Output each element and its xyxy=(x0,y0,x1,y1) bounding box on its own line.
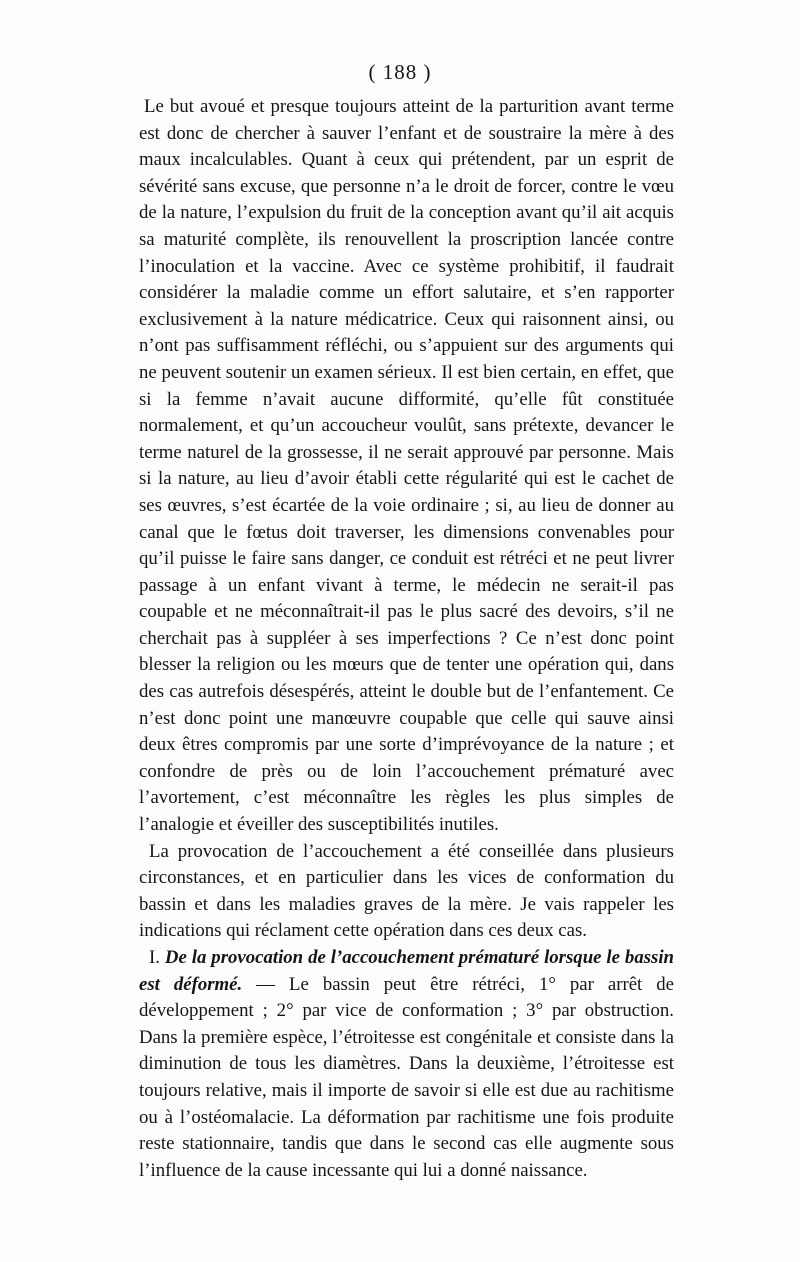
page-body xyxy=(139,94,674,1184)
section-text: — Le bassin peut être rétréci, 1° par arrêt de développement ; 2° par vice de conformation ; 3° par obstruction. Dans la première espèce, l’étroitesse est congénitale et consiste dans la diminution de tous les diamètres. Dans la deuxième, l’étroitesse est toujours relative, mais il importe de savoir si elle est due au rachitisme ou à l’ostéomalacie. La déformation par rachitisme une fois produite reste stationnaire, tandis que dans le second cas elle augmente sous l’influence de la cause incessante qui lui a donné naissance. xyxy=(139,973,674,1181)
page-number: ( 188 ) xyxy=(368,60,432,84)
section-number: I. xyxy=(149,947,160,968)
section-paragraph xyxy=(139,945,674,1184)
paragraph-provocation: La provocation de l’accouchement a été conseillée dans plusieurs circonstances, et en particulier dans les vices de conformation du bassin et dans les maladies graves de la mère. Je vais rappeler les indications qui réclament cette opération dans ces deux cas. xyxy=(139,840,674,942)
section-title: De la provocation de l’accouchement prématuré lorsque le bassin est déformé. xyxy=(139,947,674,995)
paragraph-parturition: Le but avoué et presque toujours atteint de la parturition avant terme est donc de chercher à sauver l’enfant et de soustraire la mère à des maux incalculables. Quant à ceux qui prétendent, par un esprit de sévérité sans excuse, que personne n’a le droit de forcer, contre le vœu de la nature, l’expulsion du fruit de la conception avant qu’il ait acquis sa maturité complète, ils renouvellent la proscription lancée contre l’inoculation et la vaccine. Avec ce système prohibitif, il faudrait considérer la maladie comme un effort salutaire, et s’en rapporter exclusivement à la nature médicatrice. Ceux qui raisonnent ainsi, ou n’ont pas suffisamment réfléchi, ou s’appuient sur des arguments qui ne peuvent soutenir un examen sérieux. Il est bien certain, en effet, que si la femme n’avait aucune difformité, qu’elle fût constituée normalement, et qu’un accoucheur voulût, sans prétexte, devancer le terme naturel de la grossesse, il ne serait approuvé par personne. Mais si la nature, au lieu d’avoir établi cette régularité qui est le cachet de ses œuvres, s’est écartée de la voie ordinaire ; si, au lieu de donner au canal que le fœtus doit traverser, les dimensions convenables pour qu’il puisse le faire sans danger, ce conduit est rétréci et ne peut livrer passage à un enfant vivant à terme, le médecin ne serait-il pas coupable et ne méconnaîtrait-il pas le plus sacré des devoirs, s’il ne cherchait pas à suppléer à ses imperfections ? Ce n’est donc point blesser la religion ou les mœurs que de tenter une opération qui, dans des cas autrefois désespérés, atteint le double but de l’enfantement. Ce n’est donc point une manœuvre coupable que celle qui sauve ainsi deux êtres compromis par une sorte d’imprévoyance de la nature ; et confondre de près ou de loin l’accouchement prématuré avec l’avortement, c’est méconnaître les règles les plus simples de l’analogie et éveiller des susceptibilités inutiles. xyxy=(139,96,674,836)
